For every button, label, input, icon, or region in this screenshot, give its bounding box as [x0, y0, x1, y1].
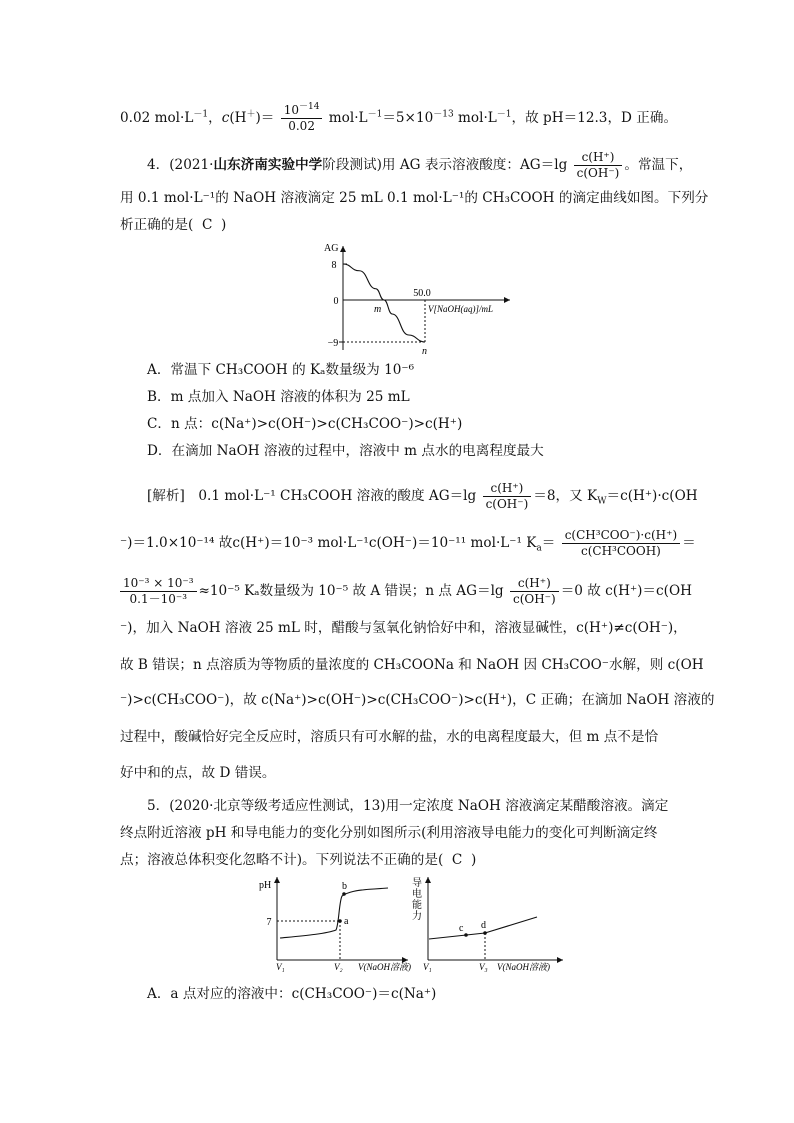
question-4-stem-line-3: 析正确的是( C ) — [120, 217, 227, 233]
question-5-stem-line-1: 5．(2020·北京等级考适应性测试，13)用一定浓度 NaOH 溶液滴定某醋酸溶液。滴定 — [147, 798, 669, 814]
x-axis-label: V(NaOH溶液) — [497, 962, 550, 972]
fraction: $\frac{c(H^+)}{c(OH^-)}$ — [510, 576, 559, 607]
option-a: A．常温下 CH₃COOH 的 Kₐ数量级为 10⁻⁶ — [147, 362, 415, 378]
fraction: $\frac{\text{10⁻³ × 10⁻³}}{\text{0.1－10⁻³}}$ — [120, 576, 197, 607]
x-axis-label: V(NaOH溶液) — [358, 962, 411, 972]
ag-curve — [343, 264, 425, 342]
fraction: $\frac{c(H^+)}{c(OH^-)}$ — [483, 481, 532, 512]
point-c — [464, 933, 468, 937]
question-4-stem-line-1: 4．(2021·山东济南实验中学阶段测试)用 AG 表示溶液酸度：AG＝lg $\frac{c(H^+)}{c(OH^-)}$ 。常温下， — [147, 150, 693, 180]
ag-titration-chart — [322, 238, 522, 356]
analysis-line-8: 好中和的点，故 D 错误。 — [120, 765, 276, 781]
x-tick-label: V₂ — [334, 962, 343, 972]
option-d: D．在滴加 NaOH 溶液的过程中，溶液中 m 点水的电离程度最大 — [147, 443, 544, 459]
y-axis-label: AG — [324, 243, 339, 254]
point-label-n: n — [422, 346, 427, 356]
ph-curve — [280, 888, 388, 938]
option-c: C．n 点：c(Na⁺)>c(OH⁻)>c(CH₃COO⁻)>c(H⁺) — [147, 416, 463, 432]
option-b: B．m 点加入 NaOH 溶液的体积为 25 mL — [147, 389, 410, 405]
y-tick-label: 0 — [333, 296, 339, 307]
question-5-stem-line-2: 终点附近溶液 pH 和导电能力的变化分别如图所示(利用溶液导电能力的变化可判断滴定终 — [120, 825, 658, 841]
analysis-line-2: ⁻)＝1.0×10⁻¹⁴ 故c(H⁺)＝10⁻³ mol·L⁻¹c(OH⁻)＝10⁻¹¹ mol·L⁻¹ $K_a=$ $\frac{\text{c(CH³COO⁻)·c(H⁺)}}{\text{c(CH³COOH)}}$ ＝ — [120, 528, 696, 558]
question-5-stem-line-3: 点；溶液总体积变化忽略不计)。下列说法不正确的是( C ) — [120, 852, 477, 868]
ph-titration-chart — [256, 872, 414, 976]
point-label-a: a — [344, 916, 349, 927]
fraction: $\frac{10^{-14}}{0.02}$ — [281, 103, 323, 134]
point-label-d: d — [481, 920, 486, 931]
x-tick-label: V₃ — [479, 962, 488, 972]
y-tick-label: 8 — [331, 260, 337, 271]
fraction: $\frac{c(H^+)}{c(OH^-)}$ — [574, 150, 623, 181]
analysis-line-4: ⁻)，加入 NaOH 溶液 25 mL 时，醋酸与氢氧化钠恰好中和，溶液显碱性，c(H⁺)≠c(OH⁻)， — [120, 620, 687, 636]
x-tick-label: V₁ — [423, 962, 432, 972]
analysis-line-6: ⁻)>c(CH₃COO⁻)，故 c(Na⁺)>c(OH⁻)>c(CH₃COO⁻)>c(H⁺)，C 正确；在滴加 NaOH 溶液的 — [120, 692, 715, 708]
x-tick-label: V₁ — [276, 962, 285, 972]
y-tick-label: 7 — [266, 917, 272, 928]
analysis-line-5: 故 B 错误；n 点溶质为等物质的量浓度的 CH₃COONa 和 NaOH 因 CH₃COO⁻水解，则 c(OH — [120, 657, 704, 673]
analysis-line-3: $\frac{\text{10⁻³ × 10⁻³}}{\text{0.1－10⁻³}}$ ≈10⁻⁵ Kₐ数量级为 10⁻⁵ 故 A 错误；n 点 AG＝lg $\frac{c(H^+)}{c(OH^-)}$ ＝0 故 c(H⁺)＝c(OH — [120, 576, 692, 607]
fraction: $\frac{\text{c(CH³COO⁻)·c(H⁺)}}{\text{c(CH³COOH)}}$ — [562, 528, 680, 559]
analysis-line-7: 过程中，酸碱恰好完全反应时，溶质只有可水解的盐，水的电离程度最大，但 m 点不是恰 — [120, 729, 659, 745]
analysis-line-1: [解析] 0.1 mol·L⁻¹ CH₃COOH 溶液的酸度 AG＝lg $\frac{c(H^+)}{c(OH^-)}$ ＝8，又 $K_W=c(H^+)\cdot c(OH$ — [147, 481, 698, 511]
point-a — [338, 919, 342, 923]
point-label-c: c — [459, 923, 464, 934]
point-b — [342, 892, 346, 896]
point-d — [483, 931, 487, 935]
question-4-stem-line-2: 用 0.1 mol·L⁻¹的 NaOH 溶液滴定 25 mL 0.1 mol·L⁻¹的 CH₃COOH 的滴定曲线如图。下列分 — [120, 190, 709, 206]
conductivity-chart — [409, 872, 569, 976]
y-axis-label: 导电能力 — [412, 878, 422, 922]
point-label-m: m — [374, 304, 382, 315]
point-label-b: b — [342, 881, 347, 892]
y-axis-label: pH — [259, 880, 272, 891]
x-axis-label: V[NaOH(aq)]/mL — [428, 304, 494, 314]
question-5-option-a: A．a 点对应的溶液中：c(CH₃COO⁻)＝c(Na⁺) — [147, 986, 437, 1002]
answer-mark: C — [451, 852, 463, 868]
answer-mark: C — [201, 217, 213, 233]
answer-continuation-line: 0.02 $mol\cdot L^{-1}$，c(H＋)＝ $\frac{10^{-14}}{0.02}$ $mol\cdot L^{-1}=5\times 10^{-13}$ $mol\cdot L^{-1}$，故 pH＝12.3，D 正确。 — [120, 102, 678, 133]
x-marker-label: 50.0 — [413, 288, 431, 299]
y-tick-label: −9 — [327, 338, 339, 349]
